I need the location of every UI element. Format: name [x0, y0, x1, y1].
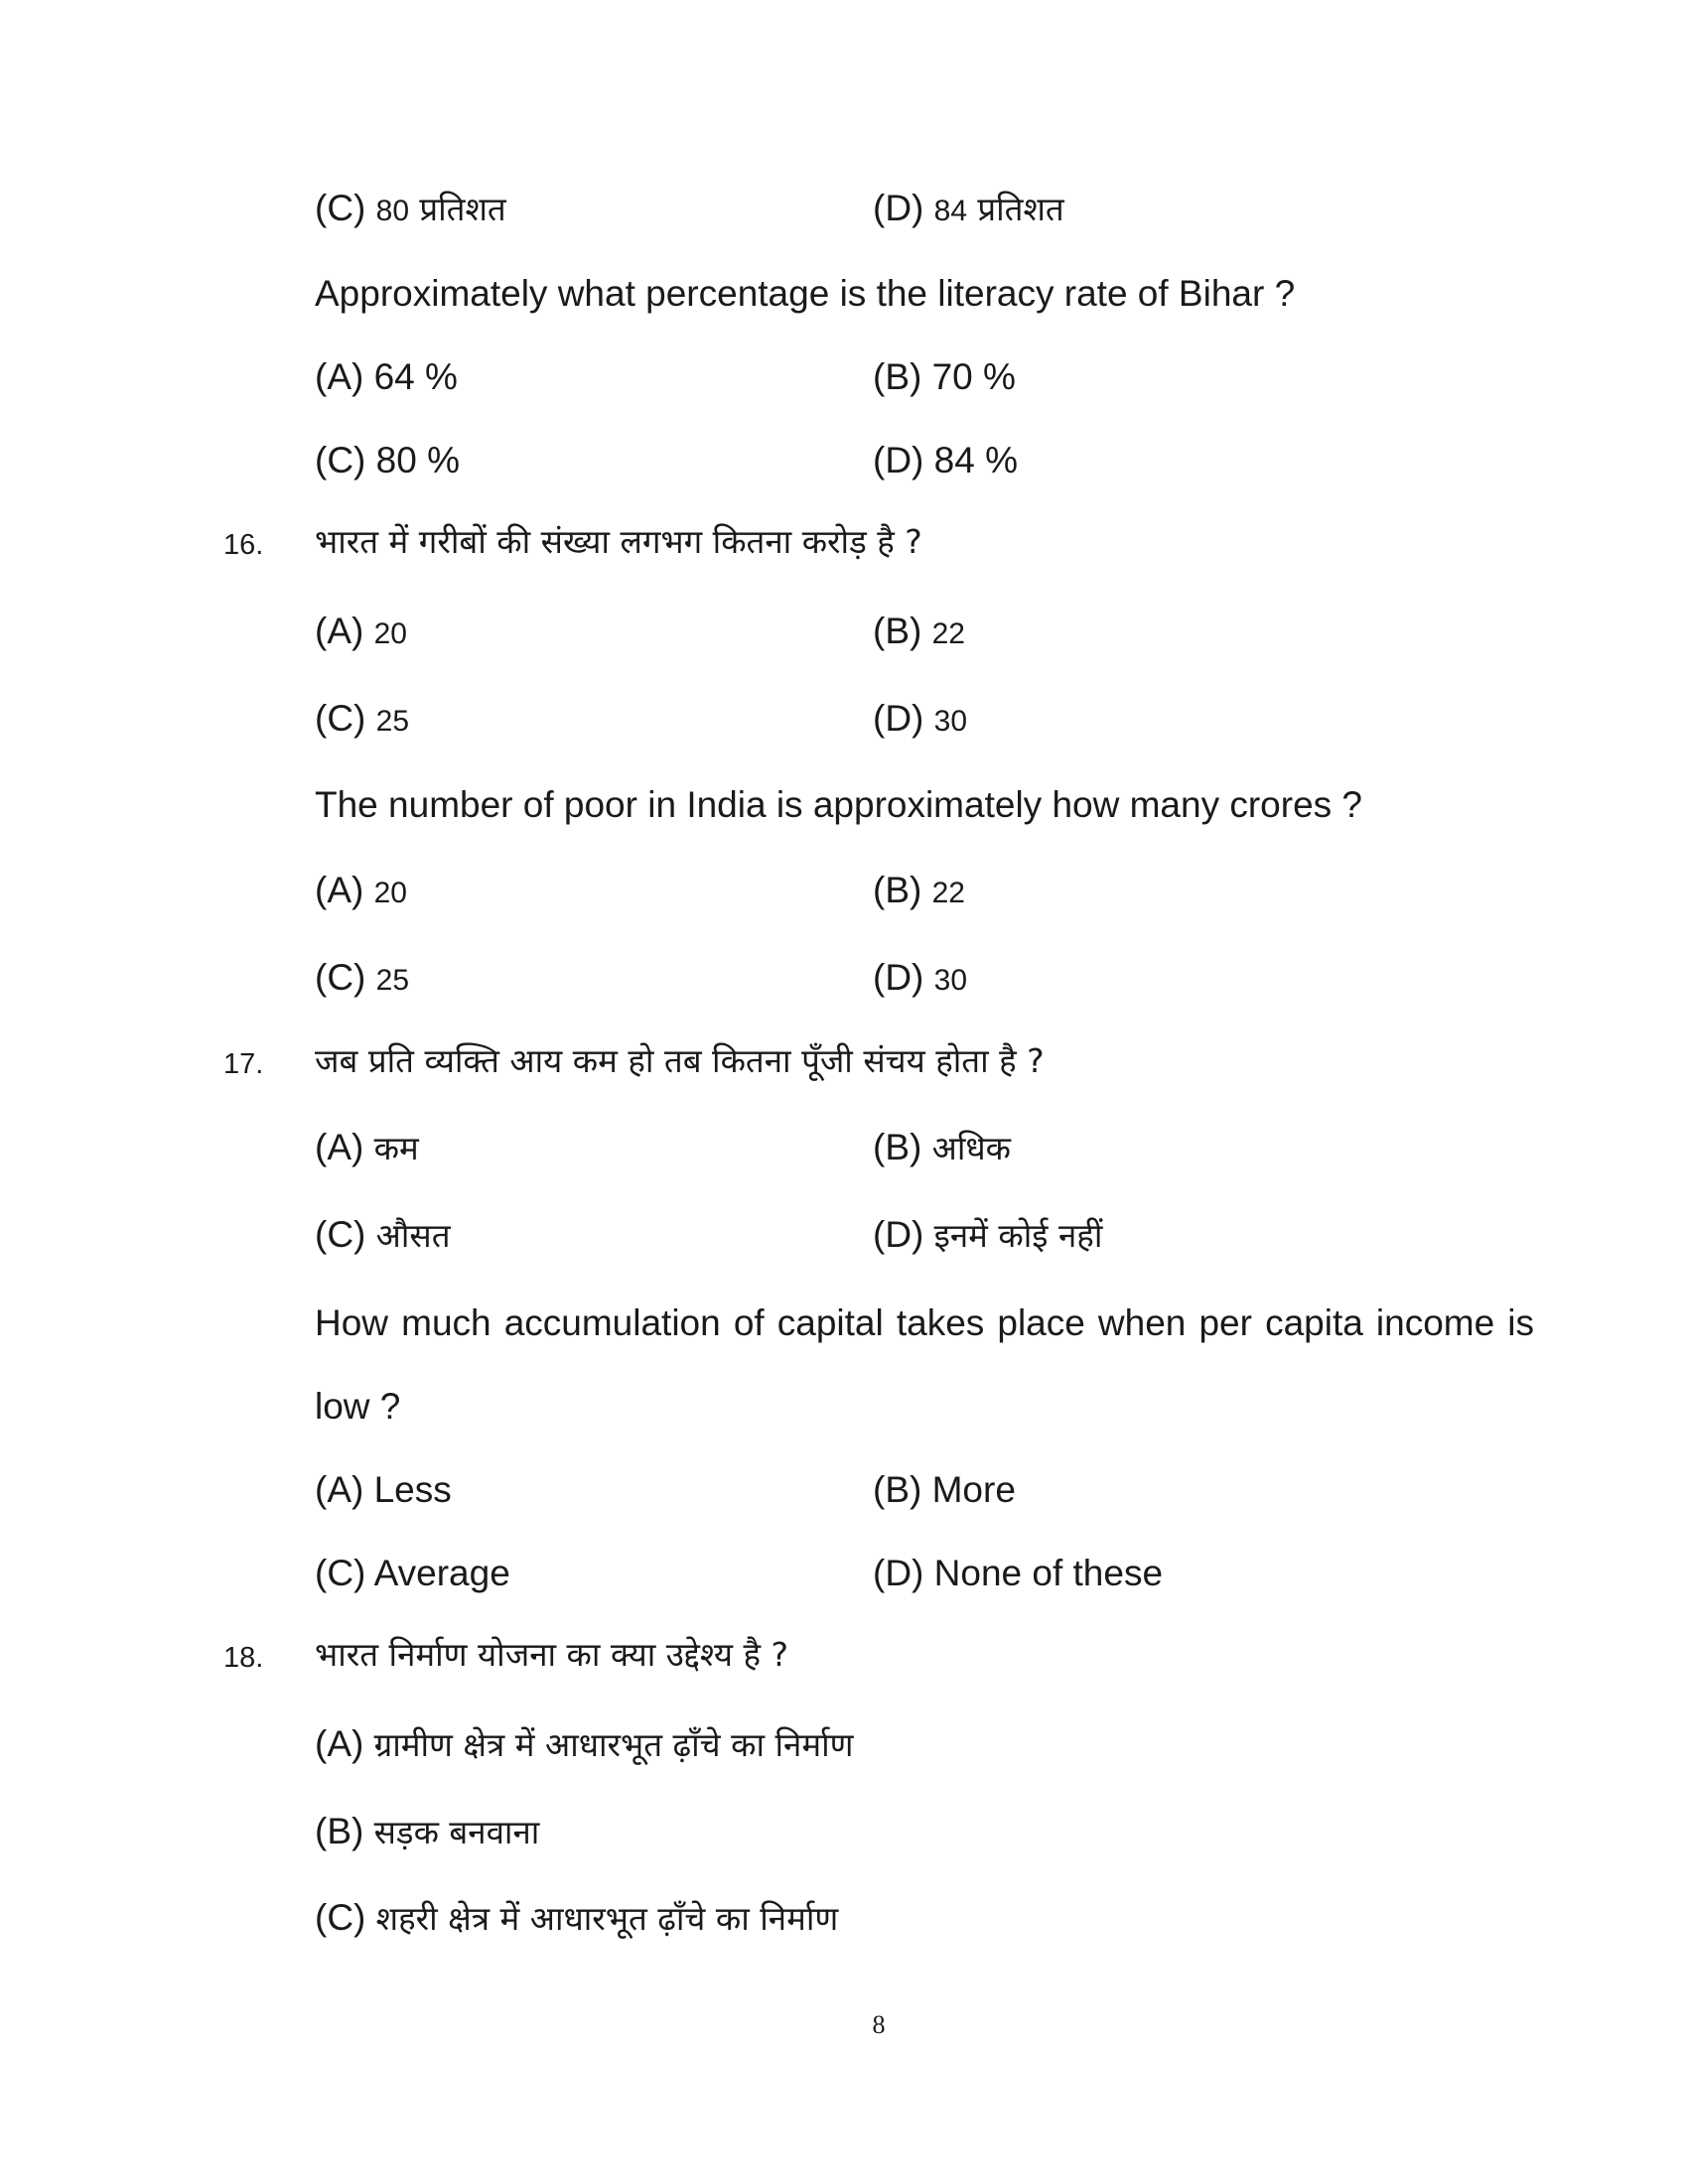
- option-d-prev: [873, 185, 1064, 232]
- question-17-english-line1: How much accumulation of capital takes place when per capita income is: [315, 1302, 1534, 1343]
- option-label: (C): [315, 1214, 366, 1255]
- option-a: [315, 1124, 419, 1171]
- option-value: 25: [375, 964, 410, 997]
- option-value: 64 %: [373, 356, 458, 397]
- option-b: [873, 608, 965, 655]
- option-c: [315, 1211, 451, 1259]
- option-value: ग्रामीण क्षेत्र में आधारभूत ढ़ाँचे का निर्माण: [373, 1725, 854, 1764]
- option-c: [315, 1550, 510, 1597]
- option-label: (D): [873, 957, 924, 998]
- option-d: [873, 1211, 1102, 1259]
- option-c: [315, 437, 460, 484]
- option-value: 20: [373, 877, 407, 909]
- option-value: 20: [373, 617, 407, 650]
- option-value: 80 %: [375, 440, 460, 480]
- option-value: 70 %: [931, 356, 1016, 397]
- question-17-hindi: जब प्रति व्यक्ति आय कम हो तब कितना पूँजी संचय होता है ?: [315, 1041, 1045, 1080]
- option-label: (A): [315, 611, 364, 651]
- option-value: इनमें कोई नहीं: [933, 1216, 1103, 1255]
- option-label: (C): [315, 957, 366, 998]
- option-label: (B): [873, 1469, 922, 1510]
- option-a: [315, 867, 407, 914]
- option-a: [315, 1466, 452, 1514]
- option-label: (B): [315, 1811, 364, 1851]
- option-b: [873, 353, 1016, 401]
- option-label: (D): [873, 188, 924, 228]
- option-label: (C): [315, 188, 366, 228]
- option-value: सड़क बनवाना: [373, 1813, 540, 1851]
- option-label: (D): [873, 1553, 924, 1593]
- option-value: Average: [373, 1553, 510, 1593]
- option-value: 22: [931, 617, 965, 650]
- option-label: (B): [873, 1127, 922, 1167]
- option-label: (B): [873, 611, 922, 651]
- option-value: 84 %: [933, 440, 1018, 480]
- option-d: [873, 437, 1018, 484]
- question-18-number: 18.: [223, 1642, 264, 1674]
- question-16-number: 16.: [223, 529, 264, 561]
- option-label: (A): [315, 870, 364, 910]
- option-value: 25: [375, 705, 410, 738]
- option-label: (C): [315, 1553, 366, 1593]
- option-label: (B): [873, 356, 922, 397]
- option-value: 22: [931, 877, 965, 909]
- option-value: कम: [373, 1129, 419, 1167]
- option-d: [873, 1550, 1163, 1597]
- option-value: 30: [933, 705, 968, 738]
- option-label: (B): [873, 870, 922, 910]
- option-label: (A): [315, 356, 364, 397]
- option-label: (A): [315, 1469, 364, 1510]
- question-15-english: Approximately what percentage is the literacy rate of Bihar ?: [315, 273, 1296, 314]
- option-value: शहरी क्षेत्र में आधारभूत ढ़ाँचे का निर्माण: [375, 1899, 839, 1938]
- option-label: (D): [873, 698, 924, 739]
- option-value: औसत: [375, 1216, 451, 1255]
- option-value: None of these: [933, 1553, 1164, 1593]
- option-value: 30: [933, 964, 968, 997]
- option-value: 80: [375, 195, 410, 227]
- question-18-hindi: भारत निर्माण योजना का क्या उद्देश्य है ?: [315, 1635, 789, 1674]
- option-c-prev: [315, 185, 506, 232]
- option-c: [315, 1894, 838, 1942]
- option-label: (A): [315, 1127, 364, 1167]
- option-c: [315, 954, 409, 1002]
- option-label: (C): [315, 440, 366, 480]
- option-label: (C): [315, 1897, 366, 1938]
- option-value: More: [931, 1469, 1016, 1510]
- option-label: (D): [873, 1214, 924, 1255]
- option-a: [315, 353, 458, 401]
- option-value: Less: [373, 1469, 452, 1510]
- option-d: [873, 954, 967, 1002]
- option-b: [873, 1124, 1011, 1171]
- question-16-hindi: भारत में गरीबों की संख्या लगभग कितना करोड़ है ?: [315, 522, 922, 561]
- page-number: 8: [872, 2010, 886, 2039]
- question-17-number: 17.: [223, 1048, 264, 1080]
- option-d: [873, 695, 967, 743]
- question-16-english: The number of poor in India is approximately how many crores ?: [315, 784, 1363, 825]
- option-a: [315, 608, 407, 655]
- question-17-english-line2: low ?: [315, 1386, 401, 1427]
- option-unit: प्रतिशत: [977, 190, 1064, 228]
- option-label: (D): [873, 440, 924, 480]
- option-value: 84: [933, 195, 968, 227]
- option-label: (C): [315, 698, 366, 739]
- option-label: (A): [315, 1723, 364, 1764]
- option-unit: प्रतिशत: [419, 190, 506, 228]
- option-value: अधिक: [931, 1129, 1012, 1167]
- option-a: [315, 1720, 854, 1768]
- option-b: [873, 1466, 1016, 1514]
- option-c: [315, 695, 409, 743]
- option-b: [873, 867, 965, 914]
- option-b: [315, 1808, 539, 1855]
